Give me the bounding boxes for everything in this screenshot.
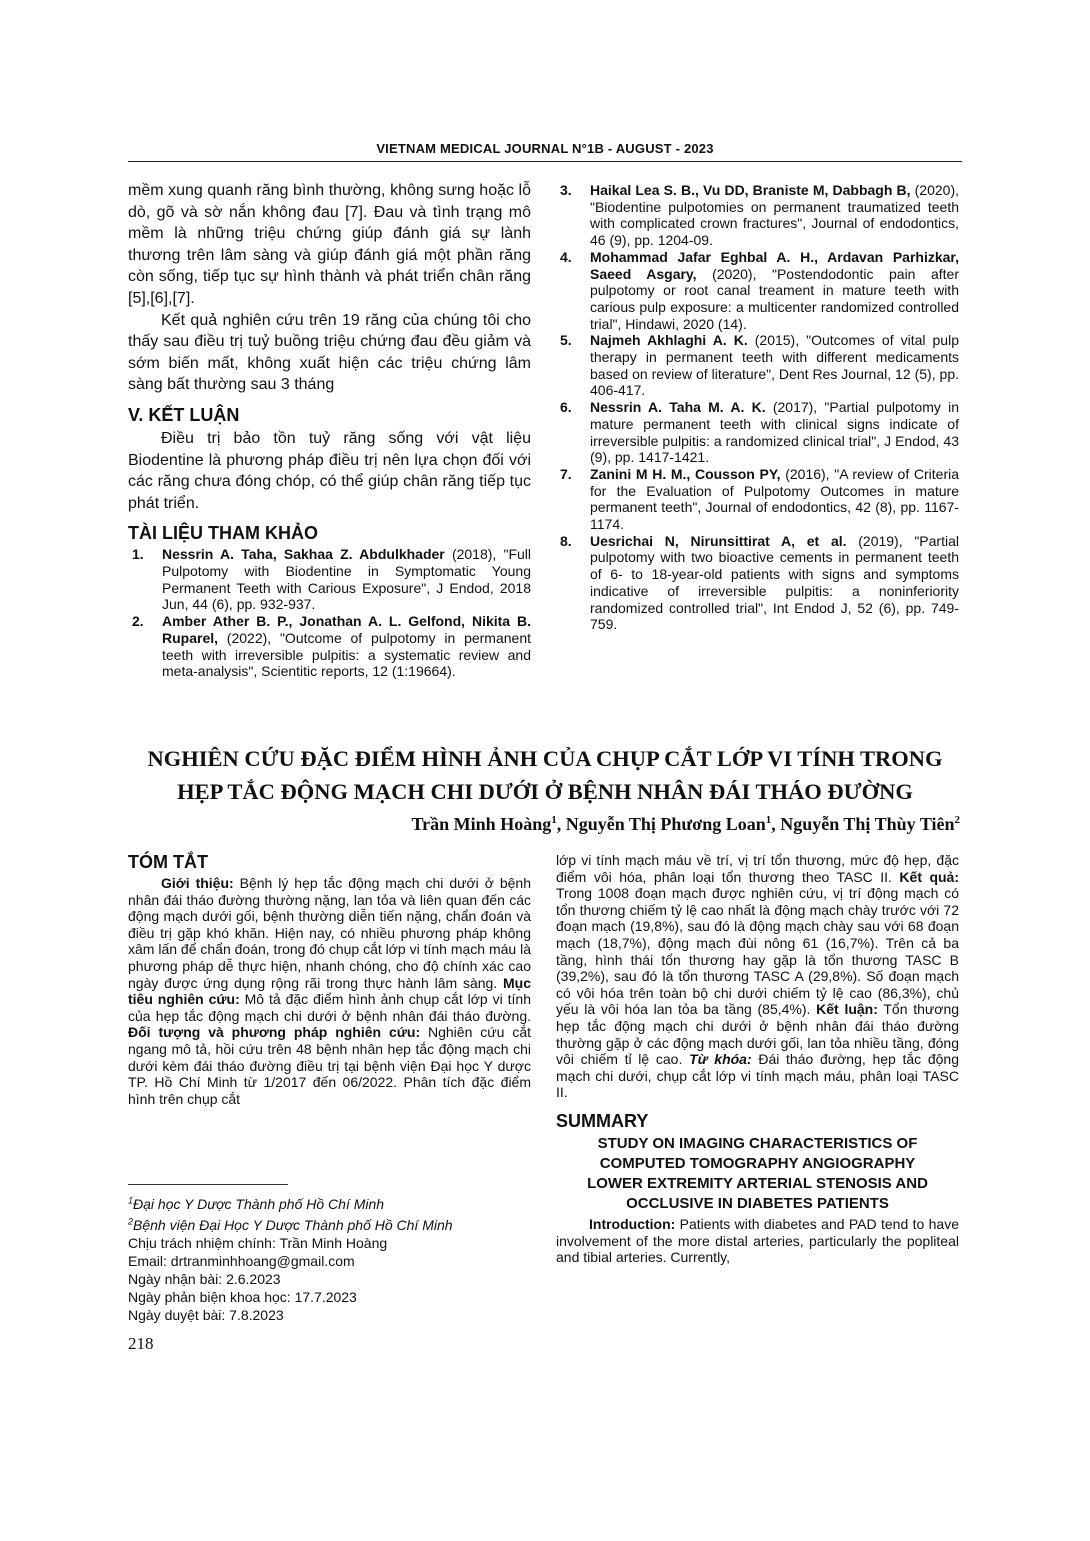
affiliation-1: $^1$Đại học Y Dược Thành phố Hồ Chí Minh [128, 1195, 385, 1212]
affiliation-2: $^2$Bệnh viện Đại Học Y Dược Thành phố Hồ Chí Minh [128, 1216, 453, 1234]
abstract-paragraph: Giới thiệu: Bệnh lý hẹp tắc động mạch chi dưới ở bệnh nhân đái tháo đường thường nặng, lan tỏa và liên quan đến các động mạch dưới gối, bệnh thường diễn tiến nặng, chẩn đoán và điều trị gặp khó khăn. Hiện nay, có nhiều phương pháp không xâm lấn để chẩn đoán, trong đó chụp cắt lớp vi tính mạch máu là phương pháp dễ thực hiện, nhanh chóng, cho độ chính xác cao ngày được ứng dụng rộng rãi trong thực hành lâm sàng. Mục tiêu nghiên cứu: Mô tả đặc điểm hình ảnh chụp cắt lớp vi tính của hẹp tắc động mạch chi dưới ở bệnh nhân đái tháo đường. Đối tượng và phương pháp nghiên cứu: Nghiên cứu cắt ngang mô tả, hồi cứu trên 48 bệnh nhân hẹp tắc động mạch chi dưới kèm đái tháo đường điều trị tại bệnh viện Đại học Y dược TP. Hồ Chí Minh từ 1/2017 đến 06/2022. Phân tích đặc điểm hình trên chụp cắt [128, 875, 532, 1107]
abstract-heading: TÓM TẮT [128, 852, 208, 872]
conclusion-paragraph: Điều trị bảo tồn tuỷ răng sống với vật liệu Biodentine là phương pháp điều trị nên lựa chọn đối với các răng chưa đóng chóp, có thể giúp chân răng tiếp tục phát triển. [128, 429, 531, 512]
article-title-line: NGHIÊN CỨU ĐẶC ĐIỂM HÌNH ẢNH CỦA CHỤP CẮT LỚP VI TÍNH TRONG [147, 746, 943, 771]
email: Email: drtranminhhoang@gmail.com [128, 1253, 355, 1270]
reference-item: 1. Nessrin A. Taha, Sakhaa Z. Abdulkhader (2018), "Full Pulpotomy with Biodentine in Symptomatic Young Permanent Teeth with Carious Exposure", J Endod, 2018 Jun, 44 (6), pp. 932-937. [132, 546, 531, 613]
footnotes [128, 1191, 453, 1324]
reference-item: 2. Amber Ather B. P., Jonathan A. L. Gelfond, Nikita B. Ruparel, (2022), "Outcome of pulpotomy in permanent teeth with irreversible pulpitis: a systematic review and meta-analysis", Scientitic reports, 12 (1:19664). [132, 613, 531, 680]
references-list-left [128, 546, 531, 680]
prev-article-right-column [556, 182, 959, 633]
abstract-left-column [128, 852, 531, 1107]
prev-article-left-column [128, 180, 531, 680]
page-number: 218 [128, 1334, 154, 1353]
author-name: Nguyễn Thị Thùy Tiên [780, 814, 955, 834]
author-name: Trần Minh Hoàng [411, 814, 552, 834]
summary-heading: SUMMARY [556, 1110, 649, 1131]
summary-title: STUDY ON IMAGING CHARACTERISTICS OF COMPUTED TOMOGRAPHY ANGIOGRAPHY LOWER EXTREMITY ARTERIAL STENOSIS AND OCCLUSIVE IN DIABETES PATIENTS [587, 1134, 928, 1212]
date-received: Ngày nhận bài: 2.6.2023 [128, 1271, 281, 1288]
date-accepted: Ngày duyệt bài: 7.8.2023 [128, 1307, 284, 1324]
paragraph: mềm xung quanh răng bình thường, không sưng hoặc lỗ dò, gõ và sờ nắn không đau [7]. Đau và tình trạng mô mềm là những triệu chứng giúp đánh giá sự lành thương trên lâm sàng và giúp đánh giá một phần răng còn sống, tiếp tục sự hình thành và phát triển chân răng [5],[6],[7]. [128, 182, 531, 307]
abstract-right-column [556, 852, 959, 1266]
date-reviewed: Ngày phản biện khoa học: 17.7.2023 [128, 1289, 357, 1306]
reference-item: 4. Mohammad Jafar Eghbal A. H., Ardavan Parhizkar, Saeed Asgary, (2020), "Postendodontic pain after pulpotomy or root canal treament in mature teeth with carious pulp exposure: a multicenter randomized controlled trial", Hindawi, 2020 (14). [560, 248, 960, 332]
footnote-rule [128, 1184, 288, 1185]
reference-item: 3. Haikal Lea S. B., Vu DD, Braniste M, Dabbagh B, (2020), "Biodentine pulpotomies on permanent traumatized teeth with complicated crown fractures", Journal of endodontics, 46 (9), pp. 1204-09. [560, 182, 959, 249]
reference-item: 5. Najmeh Akhlaghi A. K. (2015), "Outcomes of vital pulp therapy in permanent teeth with different medicaments based on review of literature", Dent Res Journal, 12 (5), pp. 406-417. [560, 332, 959, 399]
reference-item: 7. Zanini M H. M., Cousson PY, (2016), "A review of Criteria for the Evaluation of Pulpotomy Outcomes in mature permanent teeth", Journal of endodontics, 42 (8), pp. 1167-1174. [560, 465, 959, 533]
running-header: VIETNAM MEDICAL JOURNAL N°1B - AUGUST - 2023 [376, 141, 714, 156]
references-list-right [556, 182, 959, 633]
paragraph: Kết quả nghiên cứu trên 19 răng của chúng tôi cho thấy sau điều trị tuỷ buồng triệu chứng đau đều giảm và sớm biến mất, không xuất hiện các triệu chứng lâm sàng bất thường sau 3 tháng [128, 311, 531, 394]
reference-item: 6. Nessrin A. Taha M. A. K. (2017), "Partial pulpotomy in mature permanent teeth with clinical signs indicate of irreversible pulpitis: a randomized clinical trial", J Endod, 43 (9), pp. 1417-1421. [560, 399, 959, 466]
reference-item: 8. Uesrichai N, Nirunsittirat A, et al. (2019), "Partial pulpotomy with two bioactive cements in permanent teeth of 6- to 18-year-old patients with signs and symptoms indicative of irreversible pulpitis: a noninferiority randomized controlled trial", Int Endod J, 52 (6), pp. 749-759. [560, 532, 959, 633]
article-title-line: HẸP TẮC ĐỘNG MẠCH CHI DƯỚI Ở BỆNH NHÂN ĐÁI THÁO ĐƯỜNG [177, 779, 913, 804]
abstract-paragraph-continued: lớp vi tính mạch máu về trí, vị trí tổn thương, mức độ hẹp, đặc điểm vôi hóa, phân loại tổn thương theo TASC II. Kết quả: Trong 1008 đoạn mạch được nghiên cứu, vị trí động mạch có tổn thương chiếm tỷ lệ cao nhất là động mạch chày trước với 72 đoạn mạch (19,8%), sau đó là động mạch chày sau với 68 đoạn mạch (18,7%), động mạch đùi nông 61 (16,7%). Trên cả ba tầng, hình thái tổn thương hay gặp là tổn thương TASC B (39,2%), sau đó là tổn thương TASC A (29,8%). Số đoạn mạch có vôi hóa trên toàn bộ chi dưới chiếm tỷ lệ cao (86,3%), chủ yếu là vôi hóa lan tỏa ba tầng (85,4%). Kết luận: Tổn thương hẹp tắc động mạch chi dưới ở bệnh nhân đái tháo đường thường gặp ở các động mạch dưới gối, lan tỏa nhiều tầng, đóng vôi chiếm tỉ lệ cao. Từ khóa: Đái tháo đường, hẹp tắc động mạch chi dưới, chụp cắt lớp vi tính mạch máu, phân loại TASC II. [556, 852, 960, 1101]
article-title [128, 742, 962, 808]
summary-paragraph: Introduction: Patients with diabetes and PAD tend to have involvement of the more distal arteries, particularly the popliteal and tibial arteries. Currently, [556, 1215, 959, 1266]
header-rule [128, 161, 962, 162]
article-authors: Trần Minh Hoàng$^1$, Nguyễn Thị Phương Loan$^1$, Nguyễn Thị Thùy Tiên$^2$ [411, 814, 960, 834]
references-heading: TÀI LIỆU THAM KHẢO [128, 523, 318, 544]
author-name: Nguyễn Thị Phương Loan [565, 814, 766, 834]
conclusion-heading: V. KẾT LUẬN [128, 404, 240, 425]
responsible-author: Chịu trách nhiệm chính: Trần Minh Hoàng [128, 1235, 388, 1252]
